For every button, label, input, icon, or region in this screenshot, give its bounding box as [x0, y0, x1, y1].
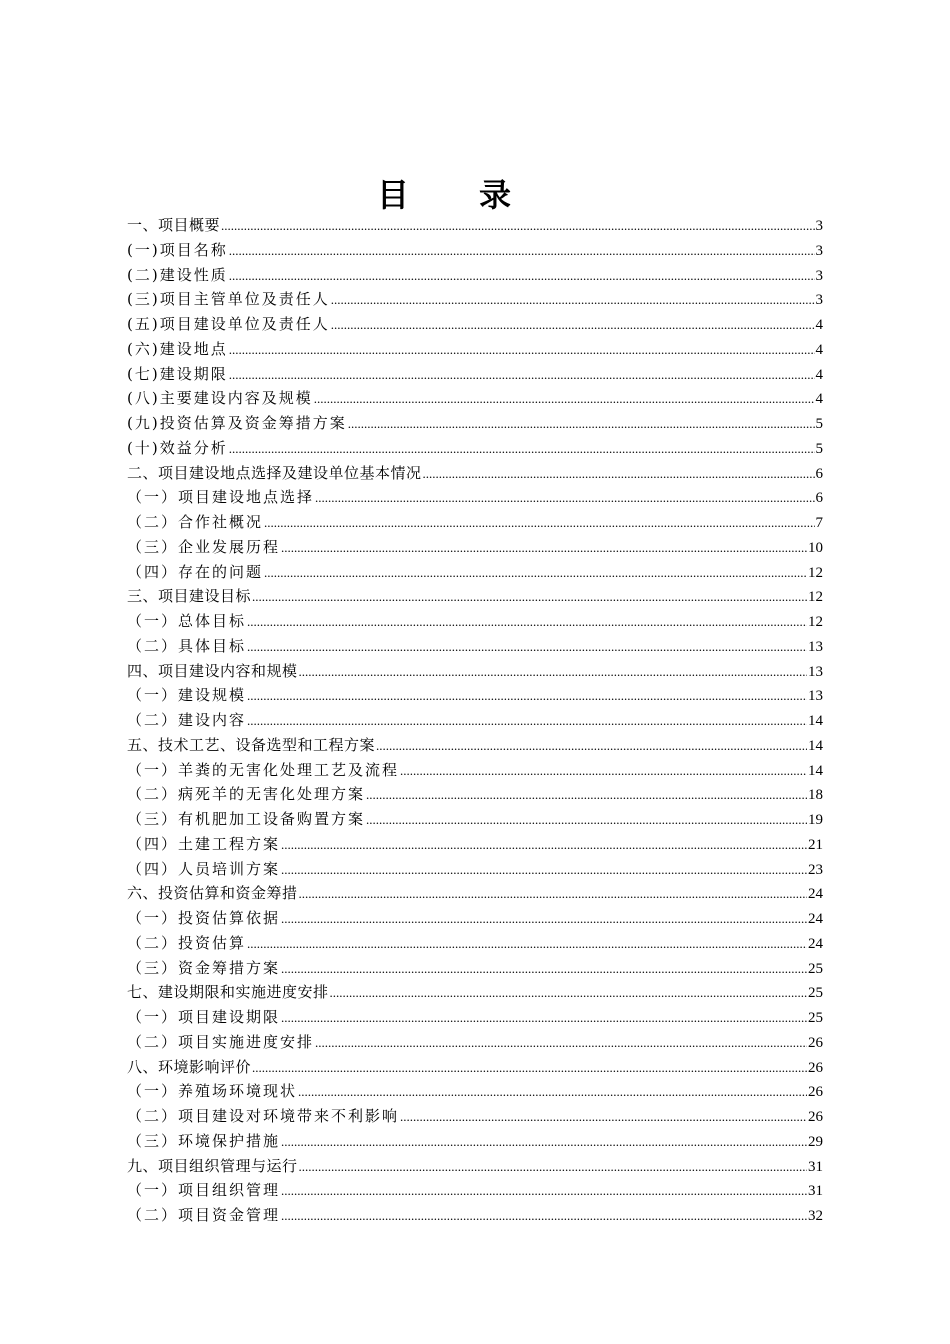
toc-dot-leader	[264, 511, 814, 536]
toc-entry-title: （一）投资估算依据	[127, 909, 281, 927]
toc-entry[interactable]	[127, 1129, 823, 1154]
toc-entry-title: (五)项目建设单位及责任人	[127, 315, 330, 333]
toc-dot-leader	[366, 808, 807, 833]
toc-dot-leader	[348, 412, 815, 437]
toc-dot-leader	[314, 387, 815, 412]
toc-entry-page: 24	[808, 911, 823, 927]
toc-entry[interactable]	[127, 386, 823, 411]
toc-entry-title: （四）土建工程方案	[127, 834, 281, 853]
toc-entry-title: （三）资金筹措方案	[127, 958, 281, 977]
toc-entry[interactable]	[127, 213, 823, 238]
toc-entry-title: (二)建设性质	[127, 265, 228, 284]
toc-entry[interactable]	[127, 1154, 823, 1179]
toc-entry[interactable]	[127, 584, 823, 609]
toc-entry[interactable]	[127, 807, 823, 832]
toc-dot-leader	[229, 239, 815, 264]
toc-entry-title: (六)建设地点	[127, 339, 228, 358]
toc-entry-title: 一、项目概要	[127, 216, 221, 234]
toc-entry-page: 14	[808, 737, 823, 754]
toc-entry-page: 31	[808, 1183, 823, 1200]
toc-entry-title: （四）人员培训方案	[127, 859, 281, 878]
toc-dot-leader	[299, 1155, 807, 1180]
toc-dot-leader	[331, 313, 815, 338]
toc-entry-page: 13	[808, 638, 823, 655]
toc-dot-leader	[330, 981, 807, 1006]
toc-entry-title: (八)主要建设内容及规模	[127, 389, 313, 408]
toc-entry-page: 18	[808, 787, 823, 804]
toc-entry-title: 二、项目建设地点选择及建设单位基本情况	[127, 463, 422, 482]
toc-entry-title: （三）环境保护措施	[127, 1131, 281, 1150]
toc-dot-leader	[281, 1179, 807, 1204]
toc-entry-page: 3	[815, 242, 823, 259]
toc-entry[interactable]	[127, 263, 823, 288]
toc-dot-leader	[299, 882, 807, 907]
toc-dot-leader	[264, 561, 807, 586]
toc-entry-page: 31	[808, 1158, 823, 1175]
toc-dot-leader	[299, 660, 807, 685]
toc-title-char-1: 目	[376, 176, 411, 214]
toc-entry-page: 21	[808, 836, 823, 853]
toc-entry-title: 六、投资估算和资金筹措	[127, 884, 298, 903]
toc-entry-page: 4	[815, 317, 823, 333]
toc-entry-page: 10	[808, 539, 823, 556]
toc-dot-leader	[315, 1031, 807, 1056]
toc-entry[interactable]	[127, 733, 823, 758]
toc-entry[interactable]	[127, 535, 823, 560]
toc-entry-page: 23	[808, 861, 823, 878]
toc-entry[interactable]	[127, 312, 823, 337]
toc-dot-leader	[423, 462, 815, 487]
toc-dot-leader	[331, 288, 815, 313]
toc-entry-page: 25	[808, 1010, 823, 1026]
toc-entry[interactable]	[127, 362, 823, 387]
toc-entry-title: （一）养殖场环境现状	[127, 1082, 298, 1101]
toc-dot-leader	[229, 437, 815, 462]
toc-entry-page: 5	[815, 416, 823, 432]
toc-entry-page: 12	[808, 589, 823, 606]
toc-entry-title: 七、建设期限和实施进度安排	[127, 983, 329, 1002]
toc-entry[interactable]	[127, 1178, 823, 1203]
toc-entry[interactable]	[127, 609, 823, 634]
toc-entry-title: 四、项目建设内容和规模	[127, 661, 298, 680]
toc-dot-leader	[247, 610, 807, 635]
toc-entry-page: 4	[815, 366, 823, 383]
toc-entry[interactable]	[127, 906, 823, 931]
toc-dot-leader	[376, 734, 807, 759]
toc-entry-page: 24	[808, 935, 823, 952]
toc-dot-leader	[315, 486, 814, 511]
toc-dot-leader	[400, 1105, 807, 1130]
toc-entry-title: （二）合作社概况	[127, 513, 264, 531]
toc-entry-title: （二）项目资金管理	[127, 1206, 281, 1224]
toc-entry[interactable]	[127, 782, 823, 807]
toc-dot-leader	[281, 536, 807, 561]
toc-entry-title: （一）建设规模	[127, 686, 247, 705]
toc-dot-leader	[298, 1080, 807, 1105]
toc-dot-leader	[281, 957, 807, 982]
toc-entry[interactable]	[127, 1005, 823, 1030]
toc-dot-leader	[366, 783, 807, 808]
toc-entry-page: 26	[808, 1109, 823, 1125]
toc-entry[interactable]	[127, 510, 823, 535]
toc-entry-title: (十)效益分析	[127, 438, 228, 457]
toc-entry-title: （三）企业发展历程	[127, 537, 281, 556]
toc-entry-page: 3	[815, 267, 823, 284]
toc-dot-leader	[229, 338, 815, 363]
toc-entry-title: (三)项目主管单位及责任人	[127, 290, 330, 309]
toc-entry-page: 26	[808, 1034, 823, 1051]
toc-entry-title: （二）项目建设对环境带来不利影响	[127, 1107, 400, 1125]
toc-entry-page: 3	[815, 292, 823, 309]
toc-entry-title: （三）有机肥加工设备购置方案	[127, 810, 366, 828]
toc-entry-page: 14	[808, 713, 823, 729]
toc-entry[interactable]	[127, 708, 823, 733]
toc-entry-title: （二）项目实施进度安排	[127, 1032, 315, 1051]
toc-entry-page: 3	[815, 218, 823, 234]
toc-entry-page: 26	[808, 1084, 823, 1101]
toc-entry[interactable]	[127, 1079, 823, 1104]
toc-dot-leader	[281, 1130, 807, 1155]
toc-entry-title: （二）具体目标	[127, 636, 247, 655]
toc-entry[interactable]	[127, 337, 823, 362]
toc-dot-leader	[229, 264, 815, 289]
toc-entry-title: （一）项目组织管理	[127, 1181, 281, 1200]
toc-entry-page: 6	[815, 490, 823, 507]
toc-entry-title: 九、项目组织管理与运行	[127, 1156, 298, 1175]
toc-entry[interactable]	[127, 287, 823, 312]
toc-entry[interactable]	[127, 832, 823, 857]
toc-dot-leader	[281, 833, 807, 858]
toc-entry-page: 7	[815, 515, 823, 531]
toc-dot-leader	[281, 858, 807, 883]
toc-entry[interactable]	[127, 1030, 823, 1055]
toc-entry[interactable]	[127, 411, 823, 436]
toc-entry[interactable]	[127, 485, 823, 510]
toc-dot-leader	[281, 1006, 807, 1031]
toc-dot-leader	[281, 907, 807, 932]
toc-entry-title: 三、项目建设目标	[127, 587, 252, 606]
toc-entry-page: 32	[808, 1208, 823, 1224]
toc-entry-title: (七)建设期限	[127, 364, 228, 383]
toc-entry-title: （一）项目建设地点选择	[127, 488, 315, 507]
toc-dot-leader	[221, 214, 814, 239]
toc-title	[0, 170, 890, 216]
toc-entry-page: 13	[808, 663, 823, 680]
toc-entry-title: （二）投资估算	[127, 933, 247, 952]
toc-entry[interactable]	[127, 758, 823, 783]
toc-entry[interactable]	[127, 436, 823, 461]
toc-entry-title: 八、环境影响评价	[127, 1057, 252, 1076]
toc-entry-title: （一）项目建设期限	[127, 1008, 281, 1026]
toc-dot-leader	[229, 363, 815, 388]
toc-entry-title: （一）总体目标	[127, 612, 247, 630]
toc-entry-page: 24	[808, 886, 823, 903]
toc-entry-page: 4	[815, 391, 823, 408]
toc-entry-page: 6	[815, 465, 823, 482]
toc-entry-title: （二）建设内容	[127, 711, 247, 729]
toc-entry-page: 14	[808, 762, 823, 779]
toc-entry[interactable]	[127, 461, 823, 486]
toc-title-char-2: 录	[479, 176, 514, 214]
toc-entry-page: 13	[808, 688, 823, 705]
toc-dot-leader	[400, 759, 807, 784]
toc-dot-leader	[281, 1204, 807, 1229]
toc-entry[interactable]	[127, 881, 823, 906]
toc-entry[interactable]	[127, 1203, 823, 1228]
toc-entry-title: 五、技术工艺、设备选型和工程方案	[127, 735, 376, 754]
toc-list	[127, 213, 823, 1228]
toc-entry[interactable]	[127, 634, 823, 659]
toc-entry[interactable]	[127, 857, 823, 882]
toc-entry[interactable]	[127, 980, 823, 1005]
toc-dot-leader	[247, 635, 807, 660]
toc-entry-page: 19	[808, 812, 823, 828]
toc-entry-title: (一)项目名称	[127, 240, 228, 259]
toc-entry-page: 12	[808, 564, 823, 581]
toc-entry-page: 25	[808, 960, 823, 977]
toc-entry-title: （四）存在的问题	[127, 562, 264, 581]
toc-entry[interactable]	[127, 683, 823, 708]
toc-entry[interactable]	[127, 956, 823, 981]
toc-entry[interactable]	[127, 1104, 823, 1129]
toc-entry[interactable]	[127, 1055, 823, 1080]
toc-entry[interactable]	[127, 560, 823, 585]
toc-entry-page: 29	[808, 1133, 823, 1150]
toc-dot-leader	[247, 684, 807, 709]
toc-entry-page: 4	[815, 341, 823, 358]
toc-entry-title: （一）羊粪的无害化处理工艺及流程	[127, 760, 400, 779]
toc-dot-leader	[252, 1056, 807, 1081]
toc-dot-leader	[247, 709, 807, 734]
toc-entry-page: 25	[808, 985, 823, 1002]
toc-entry-page: 26	[808, 1059, 823, 1076]
toc-entry-title: （二）病死羊的无害化处理方案	[127, 785, 366, 804]
toc-dot-leader	[252, 585, 807, 610]
toc-entry[interactable]	[127, 238, 823, 263]
toc-dot-leader	[247, 932, 807, 957]
toc-entry-page: 12	[808, 614, 823, 630]
toc-entry[interactable]	[127, 931, 823, 956]
toc-entry[interactable]	[127, 659, 823, 684]
toc-entry-title: (九)投资估算及资金筹措方案	[127, 414, 347, 432]
toc-entry-page: 5	[815, 440, 823, 457]
